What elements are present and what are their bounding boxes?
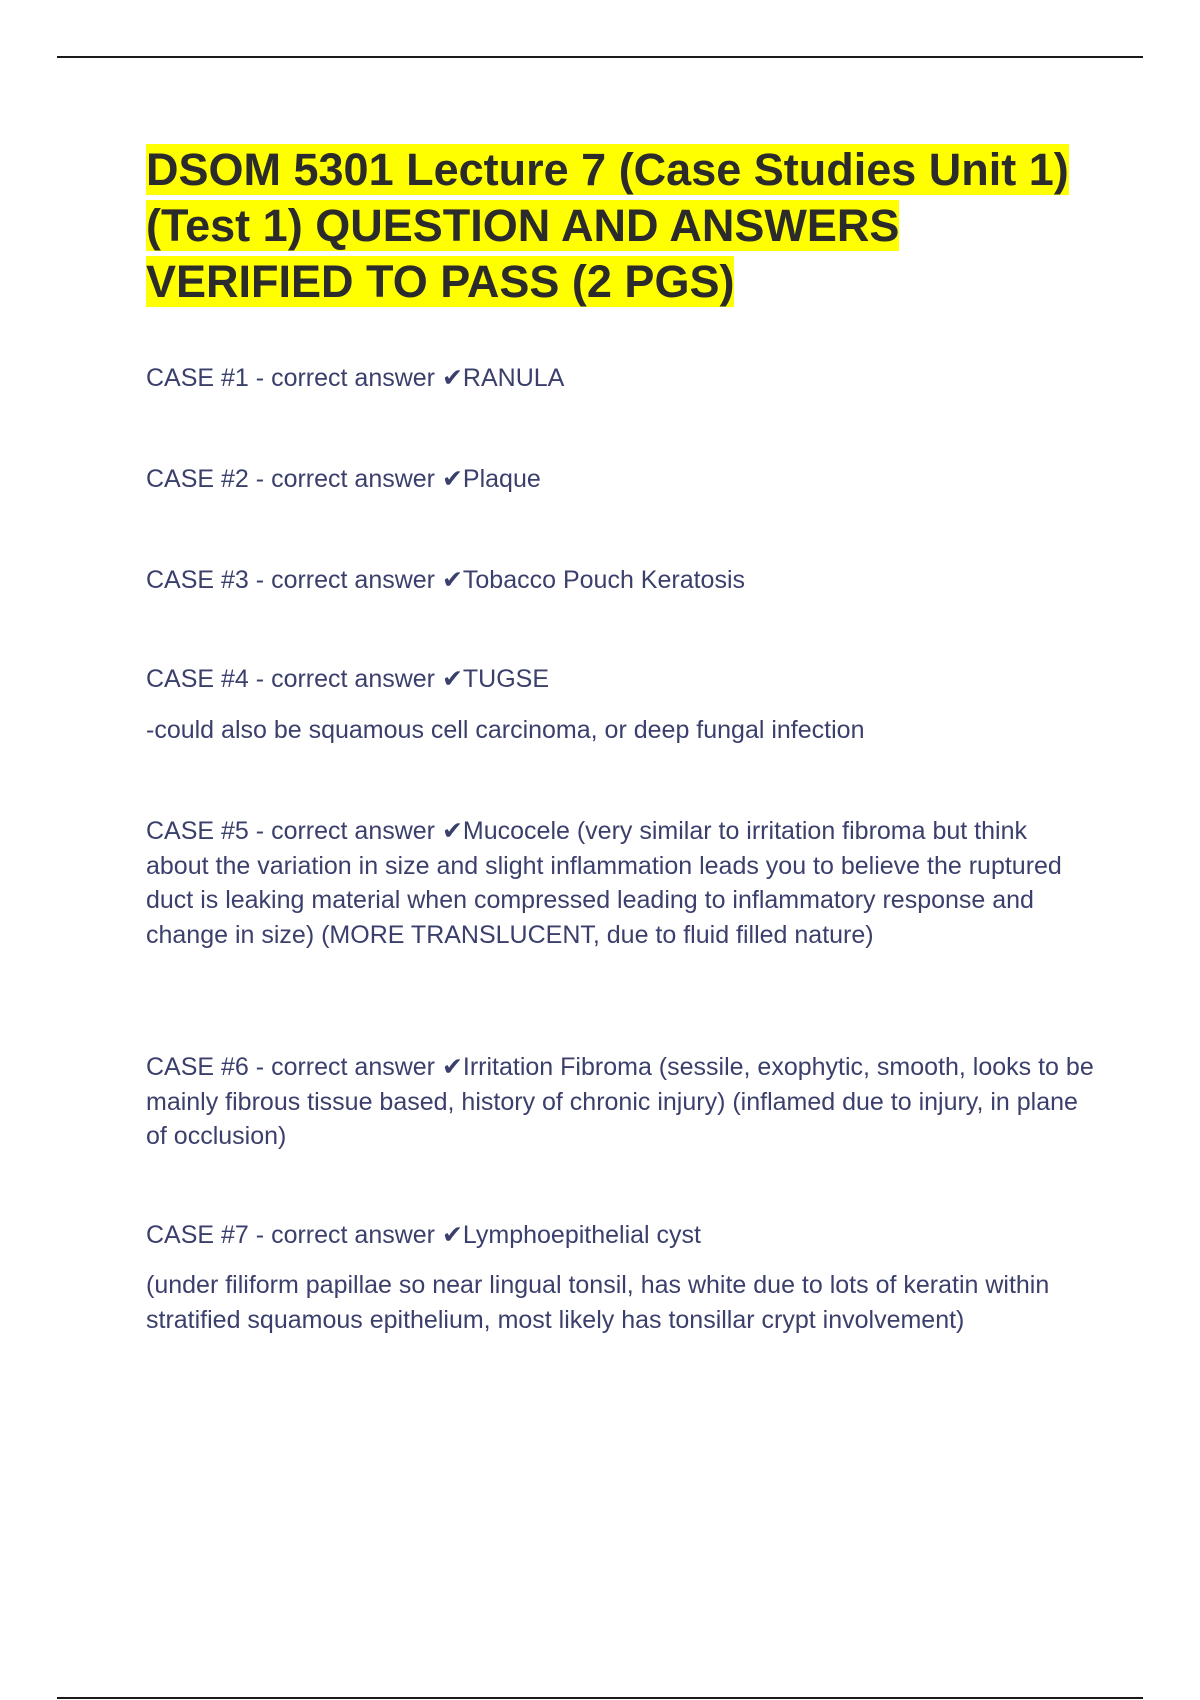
document-title: [146, 142, 1106, 310]
bottom-rule: [57, 1697, 1143, 1699]
case-label: CASE #5: [146, 817, 249, 845]
case-answer: Mucocele (very similar to irritation fibroma but think about the variation in size and slight inflammation leads you to believe the ruptured duct is leaking material when compressed leading to inflammatory response and change in size) (MORE TRANSLUCENT, due to fluid filled nature): [146, 817, 1062, 949]
answer-prefix: - correct answer ✔: [255, 1221, 463, 1249]
case-answer: Plaque: [462, 465, 541, 493]
case-entry-3: [146, 563, 1096, 598]
answer-prefix: - correct answer ✔: [255, 665, 463, 693]
case-answer: Irritation Fibroma (sessile, exophytic, smooth, looks to be mainly fibrous tissue based, history of chronic injury) (inflamed due to injury, in plane of occlusion): [146, 1053, 1094, 1150]
case-label: CASE #2: [146, 465, 249, 493]
answer-prefix: - correct answer ✔: [255, 566, 463, 594]
case-label: CASE #1: [146, 364, 249, 392]
case-entry-2: [146, 462, 1096, 497]
case-label: CASE #7: [146, 1221, 249, 1249]
case-entry-5: [146, 814, 1096, 952]
case-note-7: (under filiform papillae so near lingual tonsil, has white due to lots of keratin within stratified squamous epithelium, most likely has tonsillar crypt involvement): [146, 1271, 1050, 1334]
answer-prefix: - correct answer ✔: [255, 817, 463, 845]
top-rule: [57, 56, 1143, 58]
case-entry-7: [146, 1218, 1096, 1253]
case-entry-1: [146, 361, 1096, 396]
case-note-4: -could also be squamous cell carcinoma, or deep fungal infection: [146, 716, 865, 744]
answer-prefix: - correct answer ✔: [255, 465, 463, 493]
case-answer: RANULA: [462, 364, 565, 392]
answer-prefix: - correct answer ✔: [255, 1053, 463, 1081]
case-label: CASE #4: [146, 665, 249, 693]
case-entry-6: [146, 1050, 1096, 1154]
answer-prefix: - correct answer ✔: [255, 364, 463, 392]
case-entry-4: [146, 662, 1096, 697]
case-label: CASE #3: [146, 566, 249, 594]
case-label: CASE #6: [146, 1053, 249, 1081]
case-answer: TUGSE: [462, 665, 550, 693]
title-highlight: DSOM 5301 Lecture 7 (Case Studies Unit 1) (Test 1) QUESTION AND ANSWERS VERIFIED TO PASS (2 PGS): [146, 144, 1069, 307]
case-answer: Tobacco Pouch Keratosis: [462, 566, 746, 594]
case-answer: Lymphoepithelial cyst: [462, 1221, 701, 1249]
